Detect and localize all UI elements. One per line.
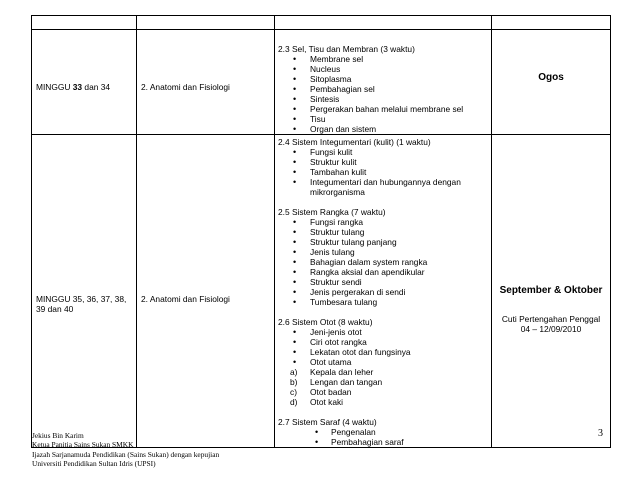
week-number-bold: 33 bbox=[72, 82, 83, 92]
topic-heading: 2.4 Sistem Integumentari (kulit) (1 waktu) bbox=[278, 137, 431, 147]
list-item: • Lekatan otot dan fungsinya bbox=[278, 347, 489, 357]
week-prefix: MINGGU bbox=[36, 82, 73, 92]
list-item: • Struktur kulit bbox=[278, 157, 489, 167]
list-item: • Jenis pergerakan di sendi bbox=[278, 287, 489, 297]
list-item: • Pembahagian saraf bbox=[278, 437, 489, 447]
topic-list bbox=[278, 54, 489, 134]
list-marker: b) bbox=[290, 377, 298, 387]
table-row bbox=[32, 135, 611, 448]
list-item: d) Otot kaki bbox=[290, 397, 344, 407]
schedule-table bbox=[31, 15, 611, 448]
list-item: b) Lengan dan tangan bbox=[290, 377, 383, 387]
list-item: • Nucleus bbox=[278, 64, 489, 74]
list-item: • Tisu bbox=[278, 114, 489, 124]
list-item: • Membrane sel bbox=[278, 54, 489, 64]
week-cell bbox=[32, 30, 137, 135]
topic-heading: 2.3 Sel, Tisu dan Membran (3 waktu) bbox=[278, 44, 415, 54]
list-item: • Ciri otot rangka bbox=[278, 337, 489, 347]
list-item: c) Otot badan bbox=[290, 387, 352, 397]
list-item: • Pembahagian sel bbox=[278, 84, 489, 94]
week-line: 39 dan 40 bbox=[36, 304, 74, 314]
list-item-continuation: mikrorganisma bbox=[310, 187, 365, 197]
subject-text: 2. Anatomi dan Fisiologi bbox=[141, 294, 230, 304]
subject-text: 2. Anatomi dan Fisiologi bbox=[141, 82, 230, 92]
list-item: • Bahagian dalam system rangka bbox=[278, 257, 489, 267]
holiday-note: Cuti Pertengahan Penggal bbox=[501, 314, 601, 324]
list-marker: c) bbox=[290, 387, 297, 397]
list-item: • Integumentari dan hubungannya dengan bbox=[278, 177, 489, 187]
topic-list bbox=[278, 147, 489, 187]
author-name: Jekius Bin Karim bbox=[32, 431, 84, 440]
page-number: 3 bbox=[598, 428, 603, 439]
topic-list bbox=[278, 427, 489, 447]
list-item: • Struktur sendi bbox=[278, 277, 489, 287]
list-marker: d) bbox=[290, 397, 298, 407]
list-item: • Tumbesara tulang bbox=[278, 297, 489, 307]
list-item: • Fungsi rangka bbox=[278, 217, 489, 227]
month-cell bbox=[492, 30, 611, 135]
topic-heading: 2.7 Sistem Saraf (4 waktu) bbox=[278, 417, 377, 427]
topic-heading: 2.6 Sistem Otot (8 waktu) bbox=[278, 317, 373, 327]
author-university: Universiti Pendidikan Sultan Idris (UPSI) bbox=[32, 459, 156, 469]
list-item: • Tambahan kulit bbox=[278, 167, 489, 177]
list-item: a) Kepala dan leher bbox=[290, 367, 374, 377]
topic-list bbox=[278, 217, 489, 307]
month-label: September & Oktober bbox=[499, 285, 603, 296]
list-item: • Jenis tulang bbox=[278, 247, 489, 257]
holiday-dates: 04 – 12/09/2010 bbox=[520, 324, 582, 334]
list-item: • Struktur tulang bbox=[278, 227, 489, 237]
list-item: • Pengenalan bbox=[278, 427, 489, 437]
week-suffix: dan 34 bbox=[82, 82, 111, 92]
month-label: Ogos bbox=[538, 72, 564, 83]
topic-heading: 2.5 Sistem Rangka (7 waktu) bbox=[278, 207, 386, 217]
list-item: • Organ dan sistem bbox=[278, 124, 489, 134]
author-role: Ketua Panitia Sains Sukan SMKK bbox=[32, 440, 134, 450]
list-item: • Otot utama bbox=[278, 357, 489, 367]
list-item: • Fungsi kulit bbox=[278, 147, 489, 157]
week-cell bbox=[32, 135, 137, 448]
list-item: • Rangka aksial dan apendikular bbox=[278, 267, 489, 277]
list-item: • Pergerakan bahan melalui membrane sel bbox=[278, 104, 489, 114]
subject-cell bbox=[137, 135, 275, 448]
subject-cell bbox=[137, 30, 275, 135]
week-line: MINGGU 35, 36, 37, 38, bbox=[36, 294, 127, 304]
list-item: • Sitoplasma bbox=[278, 74, 489, 84]
list-item: • Struktur tulang panjang bbox=[278, 237, 489, 247]
list-item: • Sintesis bbox=[278, 94, 489, 104]
list-item: • Jeni-jenis otot bbox=[278, 327, 489, 337]
topic-list bbox=[278, 327, 489, 367]
month-cell bbox=[492, 135, 611, 448]
lettered-list bbox=[278, 367, 489, 407]
content-cell bbox=[275, 30, 492, 135]
table-header-row bbox=[32, 16, 611, 30]
content-cell bbox=[275, 135, 492, 448]
table-row bbox=[32, 30, 611, 135]
footer-author-block bbox=[32, 431, 219, 469]
list-marker: a) bbox=[290, 367, 298, 377]
author-degree: Ijazah Sarjanamuda Pendidikan (Sains Sukan) dengan kepujian bbox=[32, 449, 220, 459]
